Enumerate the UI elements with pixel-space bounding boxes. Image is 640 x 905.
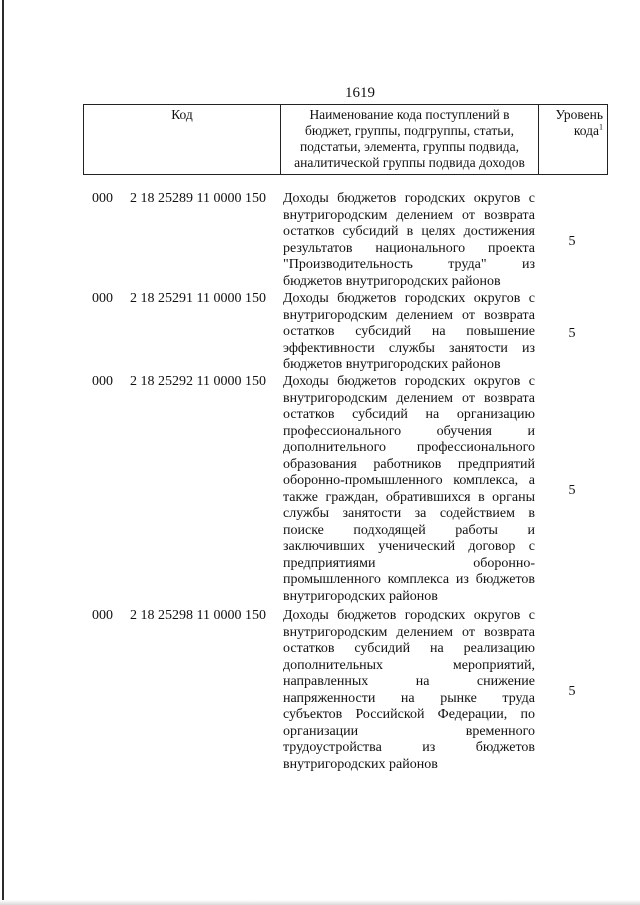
scan-border-left <box>2 0 4 905</box>
row-code: 2 18 25291 11 0000 150 <box>130 291 266 306</box>
description-line: остатков субсидий в целях достижения <box>283 224 535 239</box>
description-line: Доходы бюджетов городских округов с <box>283 291 535 306</box>
header-name-line: бюджет, группы, подгруппы, статьи, <box>305 123 514 138</box>
description-line: бюджетов внутригородских районов <box>283 273 501 289</box>
header-level-line: Уровень <box>555 107 603 122</box>
header-level <box>539 105 607 174</box>
row-level: 5 <box>568 234 576 250</box>
description-line: внутригородских районов <box>283 756 438 772</box>
row-code: 2 18 25289 11 0000 150 <box>130 191 266 206</box>
header-name-line: Наименование кода поступлений в <box>309 107 510 122</box>
row-description <box>283 191 535 290</box>
description-line: "Производительность труда" из <box>283 257 535 272</box>
row-prefix: 000 <box>92 608 113 623</box>
description-line: остатков субсидий на реализацию <box>283 641 535 656</box>
description-line: трудоустройства из бюджетов <box>283 740 535 755</box>
description-line: направленных на снижение <box>283 674 535 689</box>
description-line: Доходы бюджетов городских округов с <box>283 608 535 623</box>
header-level-line: кода$^1$ <box>573 122 603 138</box>
header-name-line: аналитической группы подвида доходов <box>294 155 525 170</box>
description-line: остатков субсидий на повышение <box>283 324 535 339</box>
page-number: 1619 <box>345 85 375 101</box>
header-name <box>281 105 539 174</box>
description-line: напряженности на рынке труда <box>283 690 535 706</box>
footnote-marker: 1 <box>599 122 603 132</box>
description-line: внутригородским делением от возврата <box>283 390 535 406</box>
description-line: профессионального обучения и <box>283 423 535 439</box>
row-prefix: 000 <box>92 291 113 306</box>
row-level: 5 <box>568 684 576 700</box>
description-line: также граждан, обратившихся в органы <box>283 489 535 505</box>
row-prefix: 000 <box>92 374 113 389</box>
row-level: 5 <box>568 483 576 499</box>
description-line: внутригородским делением от возврата <box>283 624 535 640</box>
description-line: организации временного <box>283 723 535 739</box>
description-line: эффективности службы занятости из <box>283 340 535 356</box>
description-line: оборонно-промышленного комплекса, а <box>283 473 535 488</box>
description-line: Доходы бюджетов городских округов с <box>283 191 535 206</box>
row-code: 2 18 25292 11 0000 150 <box>130 374 266 389</box>
header-code: Код <box>84 105 281 174</box>
row-description <box>283 291 535 374</box>
description-line: дополнительных мероприятий, <box>283 657 535 673</box>
description-line: результатов национального проекта <box>283 240 535 256</box>
description-line: предприятиями оборонно- <box>283 555 535 571</box>
scan-border-bottom <box>0 900 640 905</box>
description-line: субъектов Российской Федерации, по <box>283 707 535 722</box>
description-line: промышленного комплекса из бюджетов <box>283 572 535 587</box>
description-line: заключивших ученический договор с <box>283 539 535 554</box>
row-code: 2 18 25298 11 0000 150 <box>130 608 266 623</box>
description-line: образования работников предприятий <box>283 456 535 472</box>
row-description <box>283 608 535 773</box>
description-line: остатков субсидий на организацию <box>283 407 535 422</box>
row-description <box>283 374 535 605</box>
description-line: внутригородских районов <box>283 588 438 604</box>
description-line: внутригородским делением от возврата <box>283 307 535 323</box>
description-line: бюджетов внутригородских районов <box>283 357 501 372</box>
description-line: дополнительного профессионального <box>283 440 535 455</box>
description-line: Доходы бюджетов городских округов с <box>283 374 535 389</box>
header-name-line: подстатьи, элемента, группы подвида, <box>299 139 520 154</box>
table-header <box>83 104 608 175</box>
description-line: внутригородским делением от возврата <box>283 207 535 223</box>
row-prefix: 000 <box>92 191 113 206</box>
description-line: службы занятости за содействием в <box>283 506 535 521</box>
row-level: 5 <box>568 326 576 341</box>
description-line: поиске подходящей работы и <box>283 522 535 538</box>
